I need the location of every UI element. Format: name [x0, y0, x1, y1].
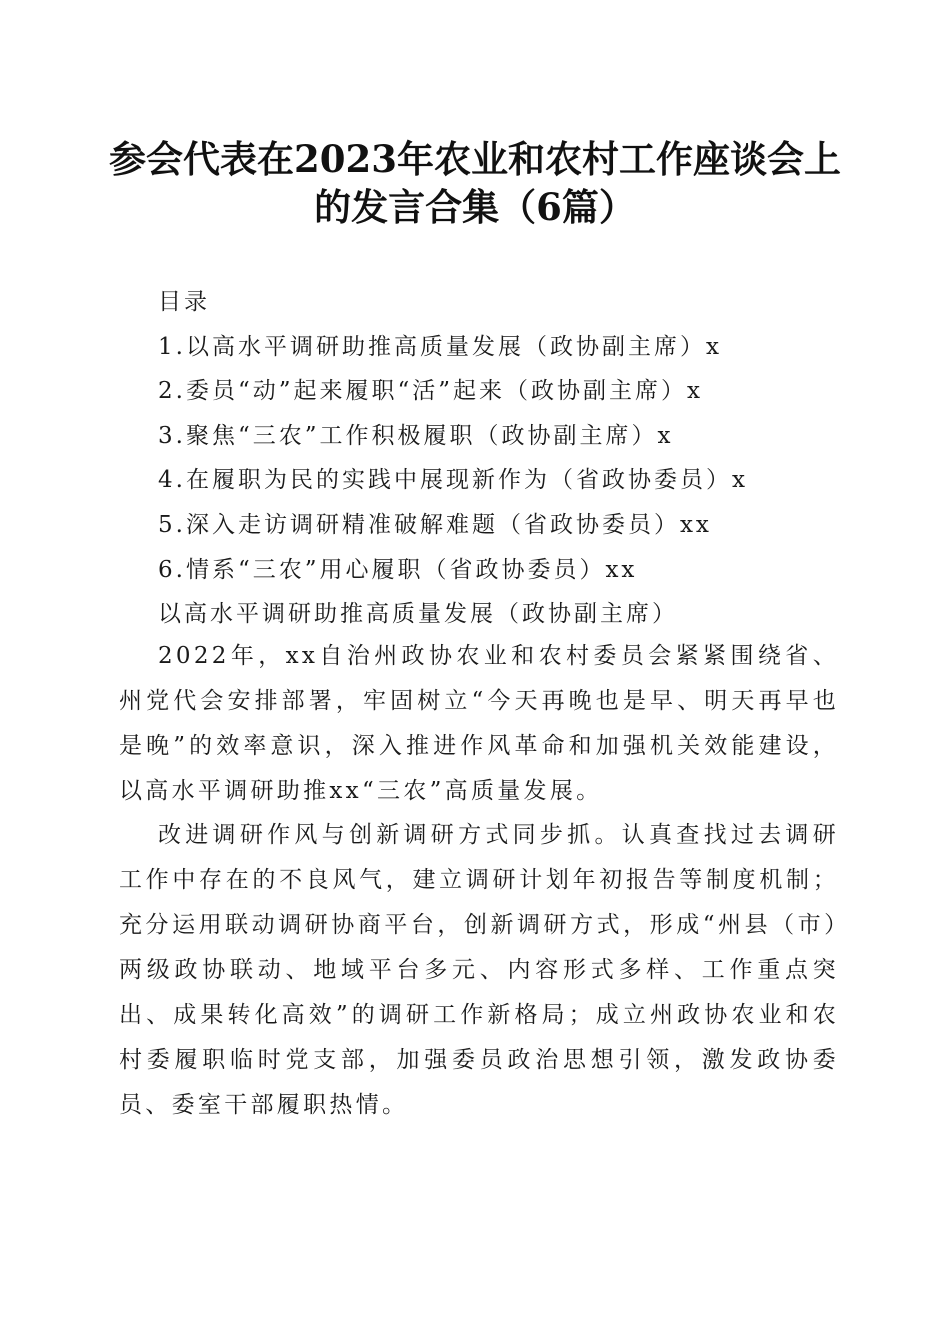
section-heading: 以高水平调研助推高质量发展（政协副主席）	[158, 601, 678, 628]
toc-item: 4.在履职为民的实践中展现新作为（省政协委员）x	[158, 467, 748, 494]
toc-heading: 目录	[158, 289, 210, 315]
toc-item: 6.情系“三农”用心履职（省政协委员）xx	[158, 556, 638, 583]
body-paragraph: 改进调研作风与创新调研方式同步抓。认真查找过去调研工作中存在的不良风气，建立调研计划年初报告等制度机制；充分运用联动调研协商平台，创新调研方式，形成“州县（市）两级政协联动、地域平台多元、内容形式多样、工作重点突出、成果转化高效”的调研工作新格局；成立州政协农业和农村委履职临时党支部，加强委员政治思想引领，激发政协委员、委室干部履职热情。	[119, 822, 839, 1118]
table-of-contents	[158, 280, 838, 637]
title-line-2: 的发言合集（6篇）	[314, 185, 636, 229]
body-paragraph: 2022年，xx自治州政协农业和农村委员会紧紧围绕省、州党代会安排部署，牢固树立“今天再晚也是早、明天再早也是晚”的效率意识，深入推进作风革命和加强机关效能建设，以高水平调研助推xx“三农”高质量发展。	[119, 643, 839, 804]
toc-item: 5.深入走访调研精准破解难题（省政协委员）xx	[158, 511, 712, 538]
title-line-1: 参会代表在2023年农业和农村工作座谈会上	[109, 137, 841, 181]
toc-item: 3.聚焦“三农”工作积极履职（政协副主席）x	[158, 422, 674, 449]
toc-item: 2.委员“动”起来履职“活”起来（政协副主席）x	[158, 378, 703, 405]
toc-item: 1.以高水平调研助推高质量发展（政协副主席）x	[158, 333, 722, 360]
document-title	[100, 135, 850, 231]
